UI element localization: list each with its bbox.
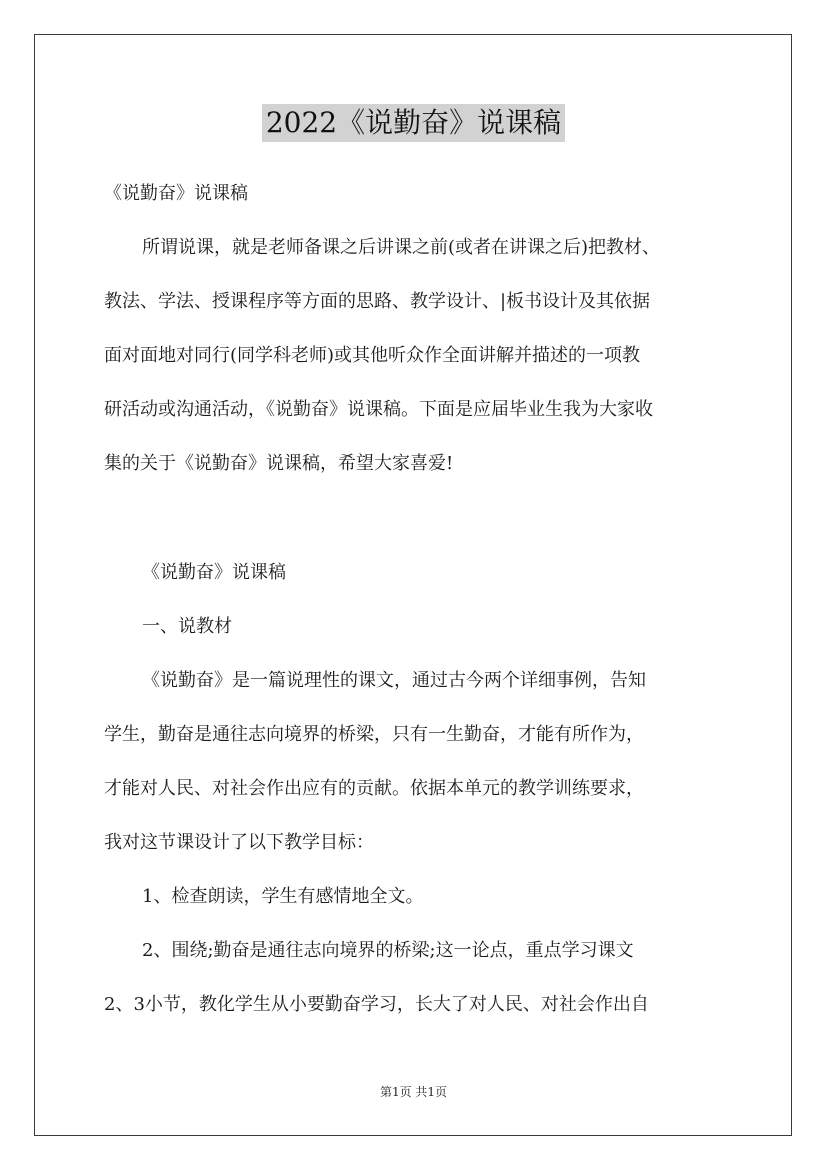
paragraph-line: 所谓说课，就是老师备课之后讲课之前(或者在讲课之后)把教材、 <box>142 237 661 258</box>
paragraph-line: 我对这节课设计了以下教学目标： <box>104 832 374 853</box>
paragraph-line: 学生，勤奋是通往志向境界的桥梁，只有一生勤奋，才能有所作为， <box>104 724 644 745</box>
paragraph-line: 研活动或沟通活动，《说勤奋》说课稿。下面是应届毕业生我为大家收 <box>104 399 653 420</box>
list-item: 1、检查朗读，学生有感情地全文。 <box>142 886 424 907</box>
page-footer: 第1页 共1页 <box>379 1085 448 1099</box>
paragraph-line: 才能对人民、对社会作出应有的贡献。依据本单元的教学训练要求， <box>104 778 644 799</box>
document-title: 2022《说勤奋》说课稿 <box>262 104 565 142</box>
subtitle-line: 《说勤奋》说课稿 <box>104 183 248 204</box>
paragraph-line: 教法、学法、授课程序等方面的思路、教学设计、|板书设计及其依据 <box>104 291 651 312</box>
paragraph-line: 集的关于《说勤奋》说课稿，希望大家喜爱! <box>104 453 454 474</box>
paragraph-line: 2、3小节，教化学生从小要勤奋学习，长大了对人民、对社会作出自 <box>104 994 649 1015</box>
title-container <box>0 104 827 142</box>
paragraph-line: 《说勤奋》是一篇说理性的课文，通过古今两个详细事例，告知 <box>142 670 646 691</box>
list-item: 2、围绕;勤奋是通往志向境界的桥梁;这一论点，重点学习课文 <box>142 940 634 961</box>
section-heading: 《说勤奋》说课稿 <box>142 562 286 583</box>
paragraph-line: 面对面地对同行(同学科老师)或其他听众作全面讲解并描述的一项教 <box>104 345 641 366</box>
section-heading: 一、说教材 <box>142 616 232 637</box>
